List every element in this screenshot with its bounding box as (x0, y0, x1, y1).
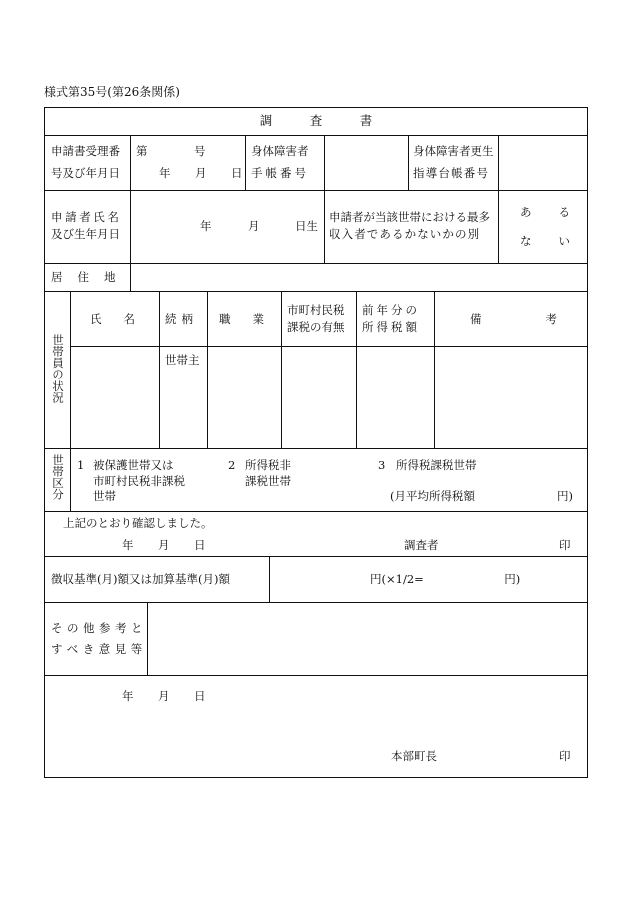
answer-yes: ある (520, 205, 597, 219)
levy-standard-value: 円(×1/2= 円) (370, 572, 521, 586)
household-status-label: 世帯員の状況 (51, 334, 65, 403)
class-1-line3: 世帯 (93, 489, 116, 503)
header-income-tax-line2: 所得税額 (362, 320, 420, 334)
disability-cert-label-line1: 身体障害者 (251, 144, 309, 158)
receipt-month-label: 月 (195, 166, 207, 180)
mayor-label: 本部町長 (391, 749, 437, 763)
other-remarks-label-line2: すべき意見等 (51, 642, 147, 656)
applicant-name-label-line2: 及び生年月日 (51, 227, 120, 241)
confirmation-month-label: 月 (158, 538, 170, 552)
header-remarks: 備考 (470, 312, 621, 326)
form-title: 調 査 書 (259, 113, 373, 128)
applicant-name-label-line1: 申請者氏名 (51, 210, 122, 224)
survey-form (44, 107, 621, 779)
receipt-number-label-line1: 申請書受理番 (51, 144, 120, 158)
number-suffix: 号 (194, 144, 206, 158)
household-class-label: 世帯区分 (51, 454, 65, 500)
monthly-income-tax-suffix: 円) (557, 489, 573, 503)
footer-month-label: 月 (158, 689, 170, 703)
form-border (45, 108, 588, 778)
header-income-tax-line1: 前年分の (362, 303, 420, 317)
rehab-register-label-line2: 指導台帳番号 (413, 166, 490, 180)
other-remarks-label-line1: その他参考と (51, 621, 147, 635)
birth-day-label: 日生 (295, 219, 318, 233)
investigator-seal: 印 (559, 538, 571, 552)
header-relation: 続柄 (165, 312, 198, 326)
receipt-day-label: 日 (231, 166, 243, 180)
form-grid (44, 107, 589, 779)
class-2-line2: 課税世帯 (245, 474, 291, 488)
confirmation-text: 上記のとおり確認しました。 (63, 516, 213, 530)
main-earner-question-line2: 収入者であるかないかの別 (329, 227, 481, 241)
class-1-number: 1 (77, 458, 85, 472)
class-2-number: 2 (228, 458, 236, 472)
head-of-household: 世帯主 (165, 353, 200, 367)
class-1-line2: 市町村民税非課税 (93, 474, 185, 488)
header-occupation: 職業 (219, 312, 286, 326)
confirmation-year-label: 年 (122, 538, 134, 552)
class-2-line1: 所得税非 (245, 458, 291, 472)
mayor-seal: 印 (559, 749, 571, 763)
footer-year-label: 年 (122, 689, 134, 703)
monthly-income-tax-prefix: (月平均所得税額 (390, 489, 475, 503)
class-1-line1: 被保護世帯又は (93, 458, 174, 472)
levy-standard-label: 徴収基準(月)額又は加算基準(月)額 (51, 572, 230, 586)
header-municipal-tax-line1: 市町村民税 (287, 303, 345, 317)
rehab-register-label-line1: 身体障害者更生 (413, 144, 494, 158)
header-name: 氏名 (90, 312, 157, 326)
confirmation-day-label: 日 (194, 538, 206, 552)
header-municipal-tax-line2: 課税の有無 (287, 320, 345, 334)
receipt-number-label-line2: 号及び年月日 (51, 166, 120, 180)
answer-no: ない (520, 234, 597, 248)
main-earner-question-line1: 申請者が当該世帯における最多 (329, 210, 490, 224)
class-3-number: 3 (378, 458, 386, 472)
receipt-year-label: 年 (159, 166, 171, 180)
residence-label: 居住地 (51, 270, 131, 284)
birth-year-label: 年 (200, 219, 212, 233)
class-3-line1: 所得税課税世帯 (396, 458, 477, 472)
birth-month-label: 月 (248, 219, 260, 233)
form-number: 様式第35号(第26条関係) (44, 85, 180, 99)
investigator-label: 調査者 (404, 538, 439, 552)
footer-day-label: 日 (194, 689, 206, 703)
number-prefix: 第 (136, 144, 148, 158)
disability-cert-label-line2: 手帳番号 (251, 166, 309, 180)
